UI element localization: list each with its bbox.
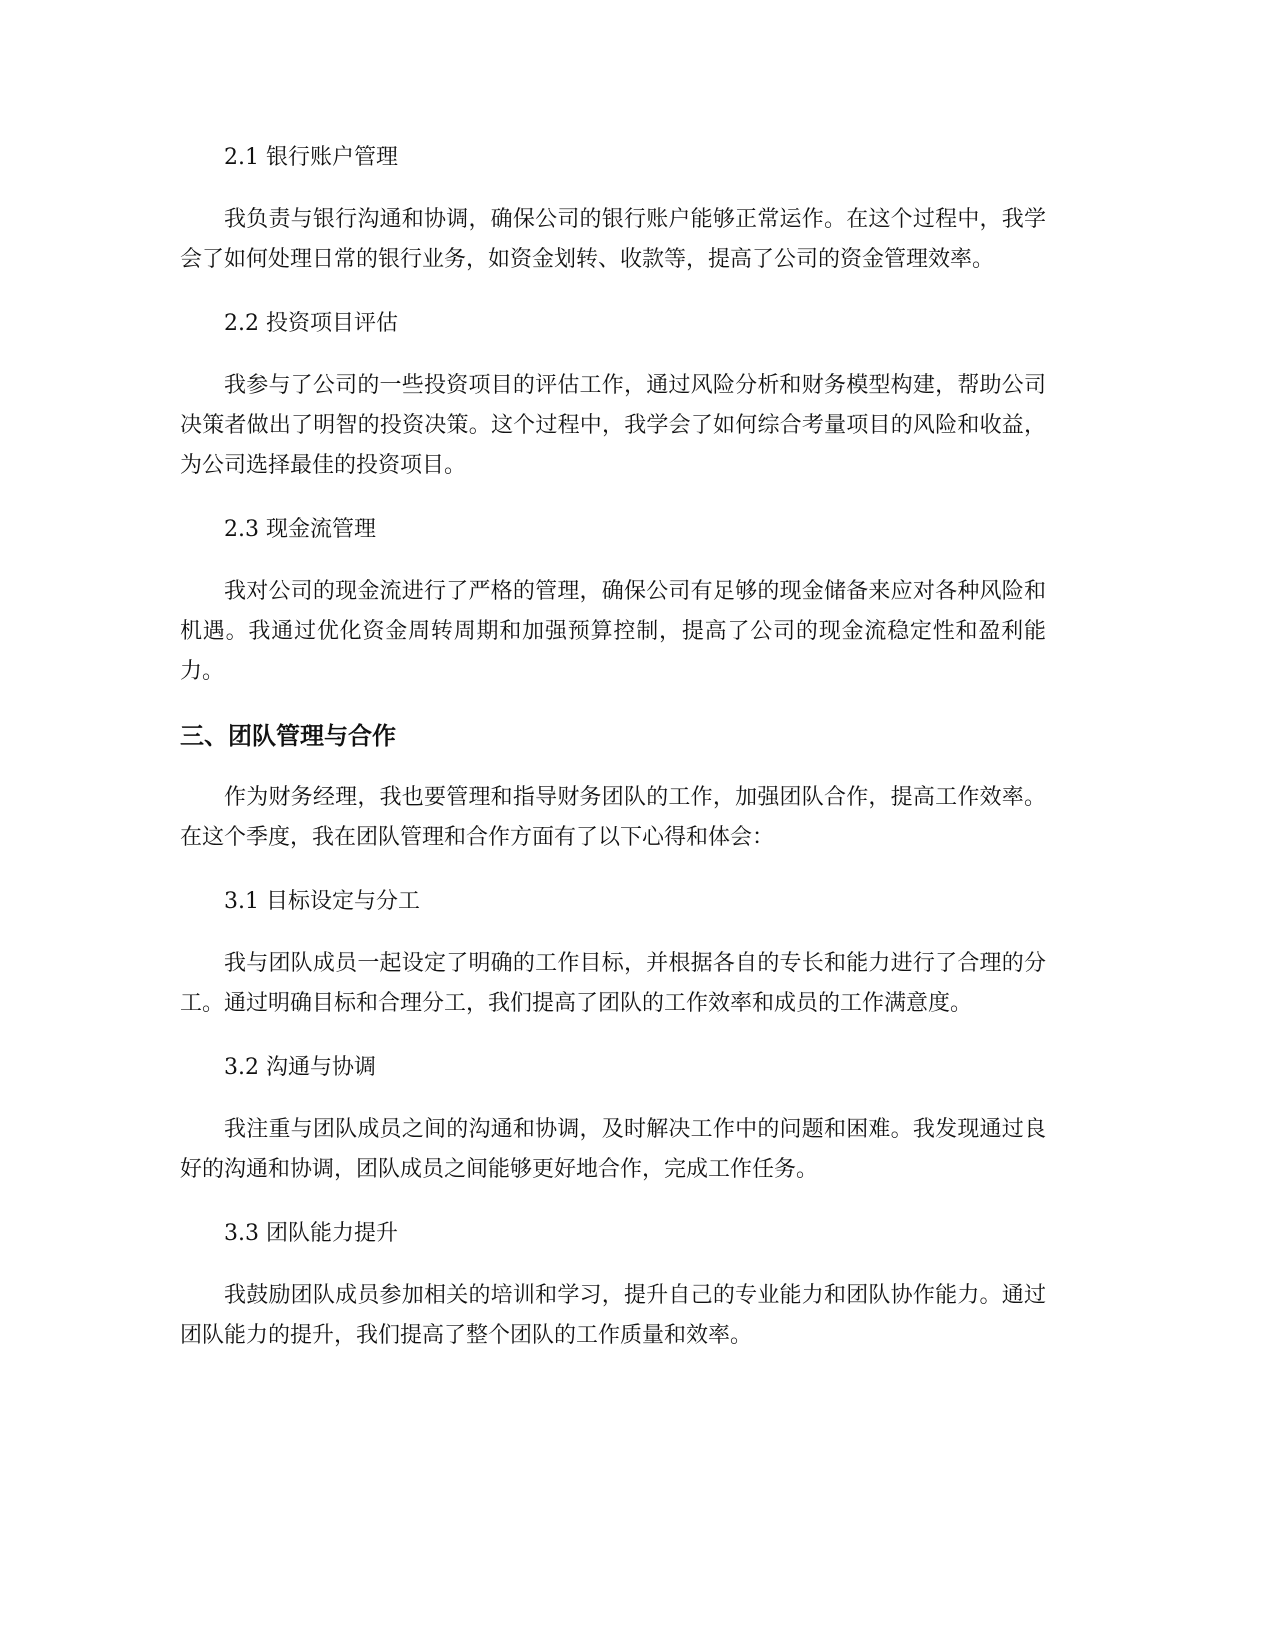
subheading-3-3: 3.3 团队能力提升 bbox=[224, 1221, 398, 1246]
subheading-2-1: 2.1 银行账户管理 bbox=[224, 145, 398, 170]
subheading-3-2: 3.2 沟通与协调 bbox=[224, 1055, 376, 1080]
subheading-2-2: 2.2 投资项目评估 bbox=[224, 311, 398, 336]
paragraph-3-2: 我注重与团队成员之间的沟通和协调，及时解决工作中的问题和困难。我发现通过良好的沟通和协调，团队成员之间能够更好地合作，完成工作任务。 bbox=[180, 1117, 1046, 1182]
paragraph-3-intro: 作为财务经理，我也要管理和指导财务团队的工作，加强团队合作，提高工作效率。在这个季度，我在团队管理和合作方面有了以下心得和体会： bbox=[180, 785, 1046, 850]
paragraph-3-1: 我与团队成员一起设定了明确的工作目标，并根据各自的专长和能力进行了合理的分工。通过明确目标和合理分工，我们提高了团队的工作效率和成员的工作满意度。 bbox=[180, 951, 1046, 1016]
paragraph-2-2: 我参与了公司的一些投资项目的评估工作，通过风险分析和财务模型构建，帮助公司决策者做出了明智的投资决策。这个过程中，我学会了如何综合考量项目的风险和收益，为公司选择最佳的投资项目。 bbox=[180, 373, 1046, 478]
paragraph-3-3: 我鼓励团队成员参加相关的培训和学习，提升自己的专业能力和团队协作能力。通过团队能力的提升，我们提高了整个团队的工作质量和效率。 bbox=[180, 1283, 1046, 1348]
section-heading-3: 三、团队管理与合作 bbox=[180, 722, 396, 750]
subheading-3-1: 3.1 目标设定与分工 bbox=[224, 889, 420, 914]
paragraph-2-1: 我负责与银行沟通和协调，确保公司的银行账户能够正常运作。在这个过程中，我学会了如何处理日常的银行业务，如资金划转、收款等，提高了公司的资金管理效率。 bbox=[180, 207, 1046, 272]
paragraph-2-3: 我对公司的现金流进行了严格的管理，确保公司有足够的现金储备来应对各种风险和机遇。我通过优化资金周转周期和加强预算控制，提高了公司的现金流稳定性和盈利能力。 bbox=[180, 579, 1046, 684]
document-body bbox=[180, 138, 1046, 1380]
subheading-2-3: 2.3 现金流管理 bbox=[224, 517, 376, 542]
